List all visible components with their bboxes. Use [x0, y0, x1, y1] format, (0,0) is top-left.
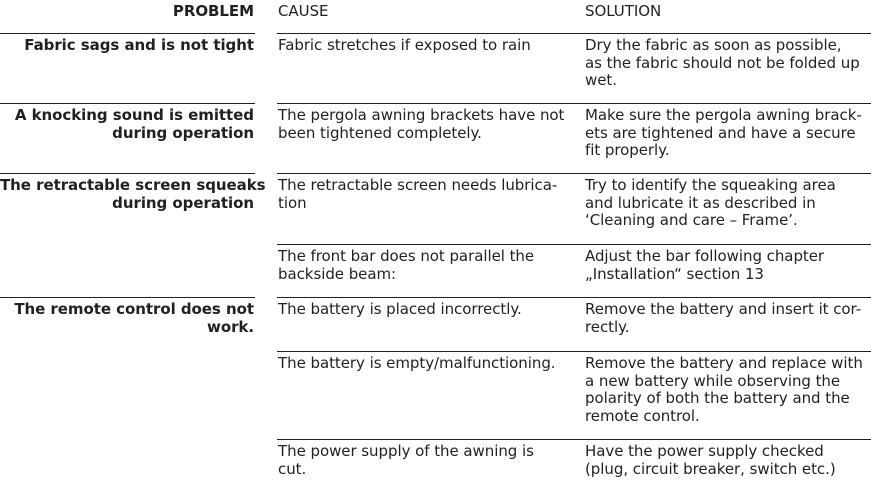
cause-line: Fabric stretches if exposed to rain [278, 36, 531, 54]
solution-line: Adjust the bar following chapter [585, 247, 825, 265]
solution-line: Remove the battery and insert it cor- [585, 300, 862, 318]
solution-line: as the fabric should not be folded up [585, 53, 860, 72]
solution-line: Make sure the pergola awning brack- [585, 106, 862, 124]
cause-line: been tightened completely. [278, 123, 482, 142]
cause-cell [278, 107, 570, 142]
problem-line: The remote control does not [14, 300, 254, 318]
cause-line: The battery is placed incorrectly. [278, 300, 522, 318]
solution-line: „Installation“ section 13 [585, 264, 764, 283]
problem-line: Fabric sags and is not tight [24, 36, 254, 54]
problem-cell [0, 37, 254, 55]
solution-line: ‘Cleaning and care – Frame’. [585, 211, 798, 229]
solution-cell [585, 177, 871, 230]
solution-line: fit properly. [585, 141, 670, 159]
solution-line: rectly. [585, 317, 630, 336]
cause-line: The front bar does not parallel the [278, 247, 535, 265]
solution-line: wet. [585, 71, 617, 89]
cause-cell [278, 443, 570, 478]
problem-cell [0, 107, 254, 142]
problem-cell [0, 301, 254, 336]
problem-cell [0, 176, 266, 212]
row-divider-right [277, 173, 871, 174]
cause-line: The power supply of the awning is [278, 442, 534, 460]
cause-line: The pergola awning brackets have not [278, 106, 565, 124]
cause-cell [278, 301, 570, 319]
row-divider-left [0, 297, 255, 298]
problem-line: work. [207, 317, 254, 336]
row-divider-right [277, 351, 871, 352]
cause-line: The battery is empty/malfunctioning. [278, 354, 556, 372]
header-cause: CAUSE [278, 2, 329, 20]
row-divider-left [0, 33, 255, 34]
solution-line: ets are tightened and have a secure [585, 123, 856, 142]
row-divider-right [277, 297, 871, 298]
cause-line: The retractable screen needs lubrica- [278, 176, 558, 194]
solution-line: polarity of both the battery and the [585, 389, 850, 407]
solution-cell [585, 107, 871, 160]
solution-line: (plug, circuit breaker, switch etc.) [585, 459, 836, 478]
solution-cell [585, 443, 871, 478]
solution-line: Remove the battery and replace with [585, 354, 863, 372]
cause-line: cut. [278, 459, 307, 478]
solution-cell [585, 301, 871, 336]
cause-cell [278, 248, 570, 283]
cause-line: backside beam: [278, 264, 397, 283]
problem-line: The retractable screen squeaks [0, 176, 266, 194]
cause-cell [278, 177, 570, 212]
cause-cell [278, 37, 570, 55]
row-divider-right [277, 244, 871, 245]
cause-cell [278, 355, 570, 373]
cause-line: tion [278, 193, 307, 212]
row-divider-right [277, 439, 871, 440]
solution-line: Have the power supply checked [585, 442, 824, 460]
solution-line: a new battery while observing the [585, 371, 841, 390]
header-problem: PROBLEM [172, 2, 254, 20]
solution-line: Dry the fabric as soon as possible, [585, 36, 842, 54]
problem-line: during operation [112, 123, 254, 142]
solution-cell [585, 248, 871, 283]
row-divider-left [0, 173, 255, 174]
header-solution: SOLUTION [585, 2, 662, 20]
row-divider-right [277, 33, 871, 34]
solution-cell [585, 37, 871, 90]
problem-line: during operation [112, 193, 254, 212]
row-divider-right [277, 103, 871, 104]
solution-cell [585, 355, 871, 425]
solution-line: Try to identify the squeaking area [585, 176, 836, 194]
solution-line: remote control. [585, 406, 700, 425]
problem-line: A knocking sound is emitted [14, 106, 254, 124]
solution-line: and lubricate it as described in [585, 193, 816, 212]
row-divider-left [0, 103, 255, 104]
